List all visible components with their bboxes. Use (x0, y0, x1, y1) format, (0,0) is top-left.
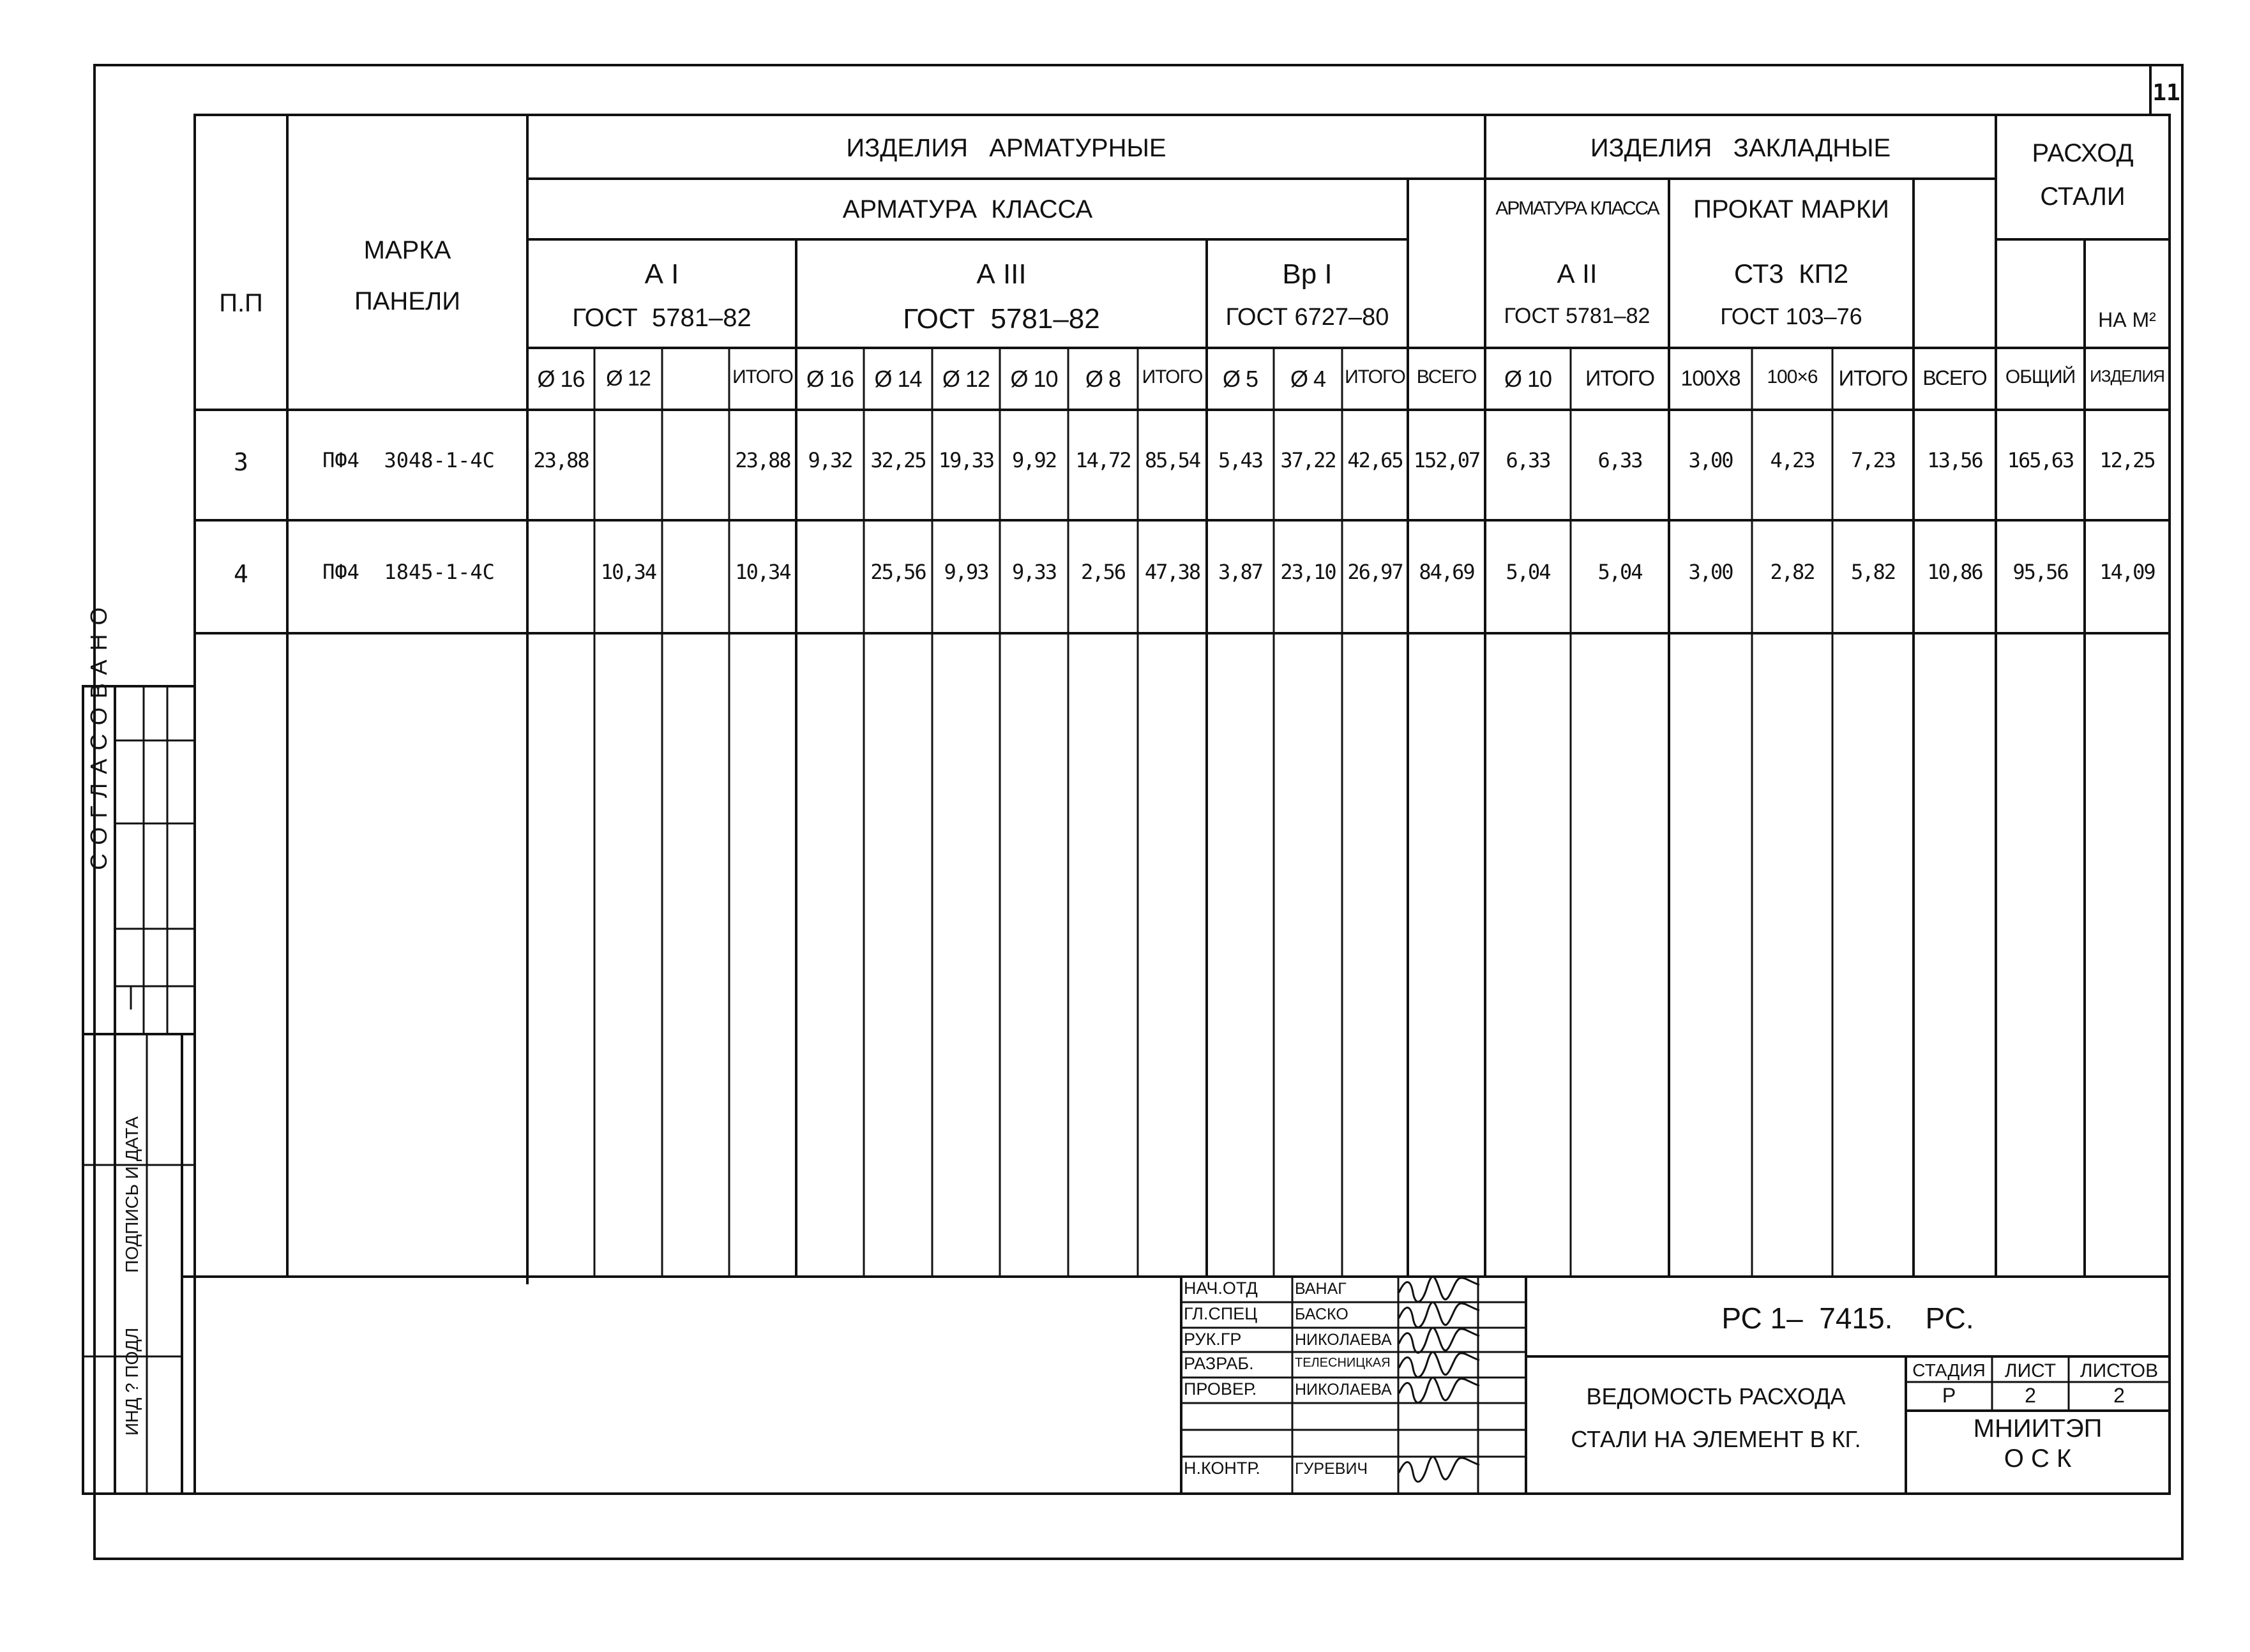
stamp-name: НИКОЛАЕВА (1295, 1331, 1392, 1349)
table-cell: 5,04 (1597, 560, 1642, 584)
table-cell: 2,82 (1770, 560, 1815, 584)
table-cell: 3,00 (1688, 560, 1733, 584)
table-cell: 84,69 (1419, 560, 1474, 584)
column-header: ИЗДЕЛИЯ (2090, 366, 2164, 386)
row-number: 4 (234, 560, 248, 588)
table-cell: 10,34 (600, 560, 656, 584)
class-a2: А II (1557, 259, 1597, 289)
table-cell: 14,09 (2099, 560, 2155, 584)
table-cell: 32,25 (870, 448, 926, 472)
signature-scribble (1395, 1377, 1484, 1405)
consumption-line1: РАСХОД (2032, 139, 2134, 167)
stamp-role: НАЧ.ОТД (1184, 1279, 1258, 1298)
table-cell: 9,33 (1011, 560, 1057, 584)
column-header: Ø 4 (1290, 366, 1326, 392)
table-cell: 6,33 (1597, 448, 1642, 472)
sheet-number: 11 (2152, 80, 2180, 106)
st3-grade: СТ3 КП2 (1733, 259, 1849, 289)
table-cell: 10,34 (735, 560, 790, 584)
table-cell: 85,54 (1144, 448, 1200, 472)
table-cell: 23,88 (735, 448, 790, 472)
class-vr1-gost: ГОСТ 6727–80 (1225, 304, 1389, 331)
class-a3: А III (976, 259, 1027, 290)
table-cell: 19,33 (938, 448, 994, 472)
column-header: ИТОГО (1585, 366, 1655, 391)
org-name: МНИИТЭП (1973, 1415, 2103, 1443)
group-reinforcement: ИЗДЕЛИЯ АРМАТУРНЫЕ (846, 134, 1167, 162)
doc-title-line2: СТАЛИ НА ЭЛЕМЕНТ В КГ. (1571, 1426, 1861, 1452)
table-cell: 5,04 (1506, 560, 1550, 584)
table-cell: 14,72 (1075, 448, 1131, 472)
table-cell: 165,63 (2007, 448, 2074, 472)
per-m2-label: НА М² (2098, 308, 2156, 331)
signature-scribble (1395, 1351, 1484, 1379)
class-a3-gost: ГОСТ 5781–82 (903, 303, 1100, 334)
table-cell: 3,87 (1218, 560, 1263, 584)
header-mark-line2: ПАНЕЛИ (354, 287, 460, 315)
stamp-role: Н.КОНТР. (1184, 1459, 1260, 1478)
table-cell: 10,86 (1927, 560, 1982, 584)
table-cell: 23,88 (533, 448, 589, 472)
column-header: ИТОГО (1142, 366, 1203, 387)
stamp-name: БАСКО (1295, 1305, 1348, 1323)
subgroup-class: АРМАТУРА КЛАССА (842, 195, 1093, 223)
doc-code: РС 1– 7415. РС. (1721, 1302, 1974, 1335)
column-header: Ø 16 (537, 366, 585, 392)
table-cell: 5,43 (1218, 448, 1263, 472)
column-header: Ø 10 (1010, 366, 1058, 392)
column-header: ИТОГО (1345, 366, 1405, 387)
table-cell: 25,56 (870, 560, 926, 584)
table-cell: 37,22 (1280, 448, 1336, 472)
table-cell: 3,00 (1688, 448, 1733, 472)
sheets-label: ЛИСТОВ (2080, 1360, 2159, 1381)
table-cell: 47,38 (1144, 560, 1200, 584)
group-embedded: ИЗДЕЛИЯ ЗАКЛАДНЫЕ (1590, 134, 1891, 162)
consumption-line2: СТАЛИ (2040, 183, 2125, 211)
signature-scribble (1395, 1302, 1484, 1330)
column-header: ВСЕГО (1416, 366, 1477, 387)
column-header: Ø 12 (942, 366, 990, 392)
panel-mark: ПФ4 1845-1-4С (322, 560, 495, 584)
sheet-label: ЛИСТ (2004, 1360, 2057, 1381)
st3-gost: ГОСТ 103–76 (1720, 303, 1862, 329)
table-cell: 6,33 (1506, 448, 1550, 472)
header-num: П.П (219, 289, 263, 317)
stage-value: Р (1942, 1384, 1956, 1407)
stamp-name: ГУРЕВИЧ (1295, 1460, 1368, 1478)
sheet-value: 2 (2025, 1384, 2036, 1407)
table-cell: 4,23 (1770, 448, 1815, 472)
embed-rolled: ПРОКАТ МАРКИ (1693, 195, 1889, 223)
row-number: 3 (234, 448, 248, 476)
column-header: Ø 16 (806, 366, 854, 392)
column-header: ИТОГО (732, 366, 793, 387)
table-cell: 9,92 (1011, 448, 1057, 472)
stamp-role: ГЛ.СПЕЦ (1184, 1304, 1258, 1323)
column-header: ВСЕГО (1922, 366, 1987, 389)
table-cell: 152,07 (1413, 448, 1480, 472)
stamp-name: НИКОЛАЕВА (1295, 1381, 1392, 1399)
table-cell: 23,10 (1280, 560, 1336, 584)
stamp-name: ТЕЛЕСНИЦКАЯ (1295, 1356, 1391, 1370)
stamp-role: ПРОВЕР. (1184, 1379, 1257, 1399)
column-header: 100Х8 (1680, 366, 1740, 391)
table-cell: 5,82 (1850, 560, 1896, 584)
stamp-role: РАЗРАБ. (1184, 1354, 1254, 1373)
column-header: ОБЩИЙ (2005, 366, 2076, 387)
signature-scribble (1395, 1276, 1484, 1304)
table-cell: 7,23 (1850, 448, 1896, 472)
org-dept: О С К (2004, 1445, 2072, 1473)
stage-label: СТАДИЯ (1912, 1360, 1986, 1380)
sheets-value: 2 (2113, 1384, 2125, 1407)
table-cell: 9,93 (944, 560, 988, 584)
table-cell: 26,97 (1347, 560, 1403, 584)
class-a2-gost: ГОСТ 5781–82 (1504, 304, 1650, 328)
panel-mark: ПФ4 3048-1-4С (322, 448, 495, 472)
class-a1: А I (644, 259, 679, 290)
column-header: 100×6 (1767, 366, 1818, 387)
drawing-sheet: 11 П.П МАРКА ПАНЕЛИ ИЗДЕЛИЯ АРМАТУРНЫЕ АРМАТУРА КЛАССА А I ГОСТ 5781–82 А III ГОСТ 5781–82 Вр I ГОСТ 6727–80 ИЗДЕЛИЯ ЗАКЛАДНЫЕ АРМАТУРА КЛАССА ПРОКАТ МАРКИ А II ГОСТ 5781–82 СТ3 КП2 ГОСТ 103–76 РАСХОД СТАЛИ НА М² Ø 16 Ø 12 ИТОГО Ø 16 Ø 14 Ø 12 Ø 10 Ø 8 ИТОГО Ø 5 Ø 4 ИТОГО ВСЕГО Ø 10 ИТОГО 100Х8 100×6 ИТОГО ВСЕГО ОБЩИЙ ИЗДЕЛИЯ 3 ПФ4 3048-1-4С 23,88 23,88 9,32 32,25 19,33 9,92 14,72 85,54 5,43 37,22 42,65 152,07 6,33 6,33 3,00 4,23 7,23 13,56 165,63 12,25 4 ПФ4 1845-1-4С 10,34 10,34 25,56 9,93 9,33 2,56 47,38 3,87 23,10 26,97 84,69 5,04 5,04 3,00 2,82 5,82 10,86 95,56 14,09 СОГЛАСОВАНО ПОДПИСЬ И ДАТА ИНД ? ПОДЛ НАЧ.ОТД ВАНАГ ГЛ.СПЕЦ БАСКО РУК.ГР НИКОЛАЕВА РАЗРАБ. ТЕЛЕСНИЦКАЯ ПРОВЕР. НИКОЛАЕВА Н.КОНТР. ГУРЕВИЧ РС 1– 7415. РС. ВЕДОМОСТЬ РАСХОДА СТАЛИ НА ЭЛЕМЕНТ В КГ. СТАДИЯ ЛИСТ ЛИСТОВ Р 2 2 МНИИТЭП О С К (0, 0, 2250, 1652)
stamp-role: РУК.ГР (1184, 1330, 1242, 1349)
table-cell: 12,25 (2099, 448, 2155, 472)
header-mark-line1: МАРКА (363, 236, 451, 264)
class-a1-gost: ГОСТ 5781–82 (572, 304, 751, 332)
column-header: Ø 12 (606, 366, 651, 391)
signature-scribble (1395, 1456, 1484, 1484)
stamp-name: ВАНАГ (1295, 1280, 1347, 1298)
table-cell: 13,56 (1927, 448, 1982, 472)
class-vr1: Вр I (1282, 259, 1333, 290)
column-header: Ø 10 (1504, 366, 1552, 392)
column-header: Ø 5 (1222, 366, 1258, 392)
column-header: Ø 8 (1085, 366, 1121, 392)
table-cell: 2,56 (1080, 560, 1126, 584)
column-header: Ø 14 (874, 366, 922, 392)
doc-title-line1: ВЕДОМОСТЬ РАСХОДА (1586, 1383, 1846, 1409)
column-header: ИТОГО (1838, 366, 1908, 391)
table-cell: 95,56 (2012, 560, 2068, 584)
embed-class: АРМАТУРА КЛАССА (1495, 198, 1659, 219)
table-cell: 9,32 (808, 448, 852, 472)
table-cell: 42,65 (1347, 448, 1403, 472)
